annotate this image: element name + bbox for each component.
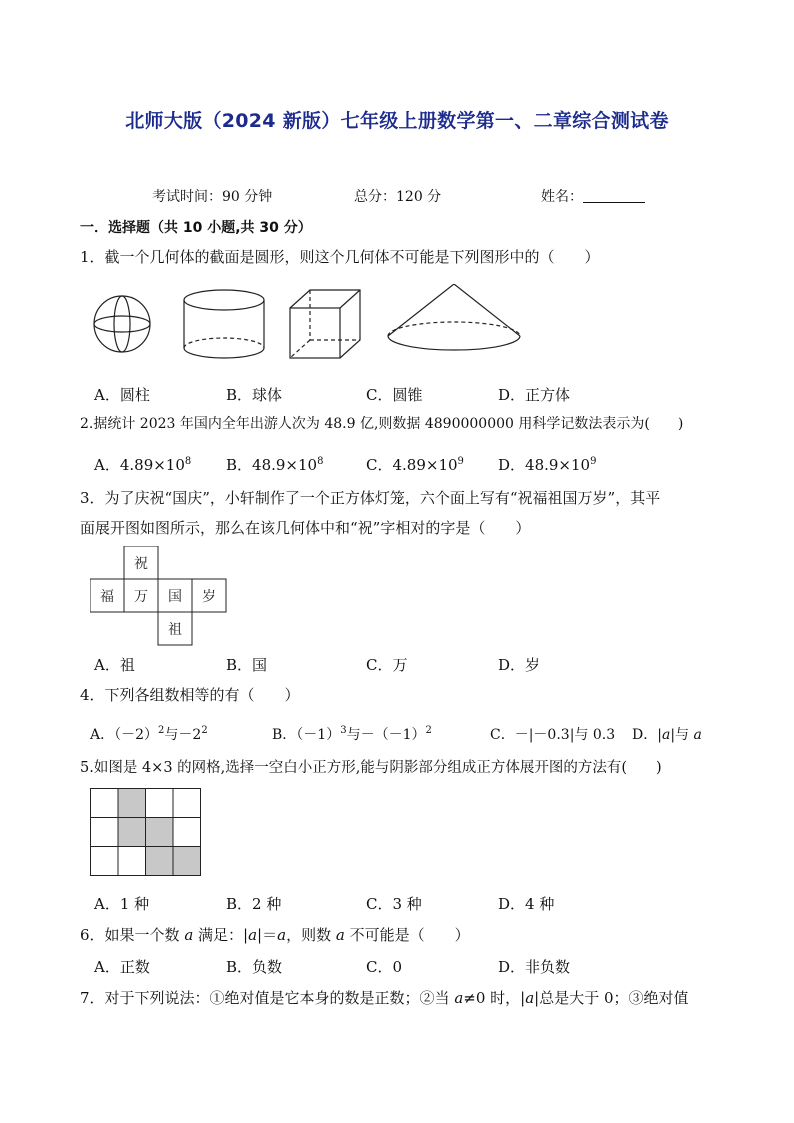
q4-option-d: D．|a|与 a <box>632 727 702 743</box>
q2-option-a: A．$4.89\times 10^8$ <box>94 456 192 474</box>
q1-option-a: A．圆柱 <box>94 386 150 404</box>
section-heading: 一．选择题（共 10 小题,共 30 分） <box>80 220 312 236</box>
cone-icon <box>388 284 520 350</box>
q3-option-a: A．祖 <box>94 656 135 674</box>
question-5-stem: 5.如图是 4×3 的网格,选择一空白小正方形,能与阴影部分组成正方体展开图的方法有( ) <box>80 760 662 776</box>
question-6-stem: 6．如果一个数 a 满足：|a|＝a，则数 a 不可能是（ ） <box>80 926 470 944</box>
shaded-cell <box>145 846 173 875</box>
net-cell-fu: 福 <box>100 589 114 605</box>
q5-option-d: D．4 种 <box>498 895 555 913</box>
question-3-stem-line2: 面展开图如图所示，那么在该几何体中和“祝”字相对的字是（ ） <box>80 519 531 537</box>
sphere-icon <box>94 296 150 352</box>
shaded-cell <box>145 817 173 846</box>
shaded-cell <box>118 817 146 846</box>
q2-option-d: D．$48.9\times 10^9$ <box>498 456 597 474</box>
q3-option-b: B．国 <box>226 656 268 674</box>
question-1-stem: 1．截一个几何体的截面是圆形，则这个几何体不可能是下列图形中的（ ） <box>80 248 600 266</box>
q6-option-d: D．非负数 <box>498 958 571 976</box>
name-field <box>541 186 645 206</box>
q6-option-c: C．0 <box>366 958 403 976</box>
shaded-cell <box>173 846 201 875</box>
q1-option-c: C．圆锥 <box>366 386 423 404</box>
q3-option-d: D．岁 <box>498 656 541 674</box>
cube-icon <box>290 290 360 358</box>
total-score: 总分：120 分 <box>354 189 442 205</box>
q6-option-b: B．负数 <box>226 958 283 976</box>
q2-option-b: B．$48.9\times 10^8$ <box>226 456 324 474</box>
q5-option-b: B．2 种 <box>226 895 282 913</box>
q2-option-c: C．$4.89\times 10^9$ <box>366 456 464 474</box>
name-blank <box>583 188 645 203</box>
question-2-stem: 2.据统计 2023 年国内全年出游人次为 48.9 亿,则数据 4890000000 用科学记数法表示为( ) <box>80 416 684 432</box>
exam-time: 考试时间：90 分钟 <box>152 189 273 205</box>
q1-option-b: B．球体 <box>226 386 283 404</box>
net-cell-zhu: 祝 <box>134 556 148 572</box>
net-cell-guo: 国 <box>168 589 182 605</box>
q5-option-a: A．1 种 <box>94 895 150 913</box>
page-title: 北师大版（2024 新版）七年级上册数学第一、二章综合测试卷 <box>125 110 669 132</box>
question-4-stem: 4．下列各组数相等的有（ ） <box>80 686 300 704</box>
q1-option-d: D．正方体 <box>498 386 571 404</box>
net-cell-wan: 万 <box>134 589 148 605</box>
question-7-stem: 7．对于下列说法：①绝对值是它本身的数是正数；②当 a≠0 时，|a|总是大于 0；③绝对值 <box>80 989 689 1007</box>
grid-4x3-figure <box>90 788 202 878</box>
q4-option-a: A．$(-2)^2$与$-2^2$ <box>90 725 208 743</box>
cube-net-figure <box>90 546 230 646</box>
q4-option-b: B．$(-1)^3$与$-(-1)^2$ <box>272 725 432 743</box>
question-3-stem-line1: 3．为了庆祝“国庆”，小轩制作了一个正方体灯笼，六个面上写有“祝福祖国万岁”，其平 <box>80 489 661 507</box>
cylinder-icon <box>184 290 264 358</box>
q3-option-c: C．万 <box>366 656 408 674</box>
solids-figure <box>84 284 724 364</box>
name-label: 姓名： <box>541 189 583 205</box>
shaded-cell <box>118 788 146 817</box>
net-cell-zu: 祖 <box>168 622 182 638</box>
q6-option-a: A．正数 <box>94 958 150 976</box>
q4-option-c: C．－|－0.3|与 0.3 <box>490 727 616 743</box>
net-cell-sui: 岁 <box>202 589 216 605</box>
q5-option-c: C．3 种 <box>366 895 422 913</box>
